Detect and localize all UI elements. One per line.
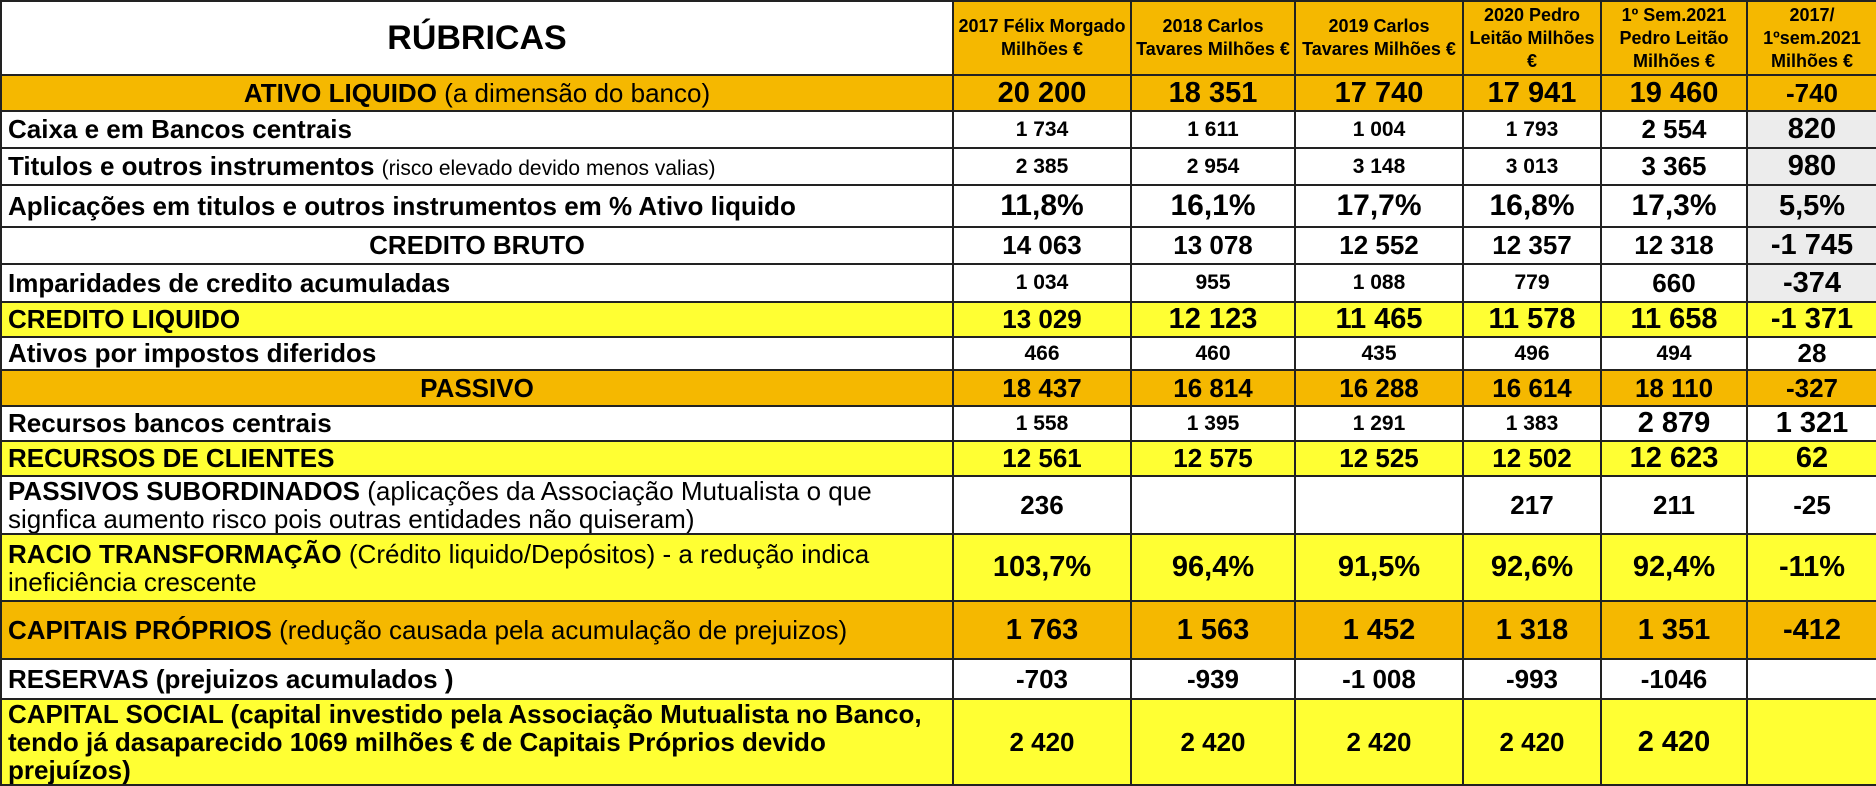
cell-value: 17,3% (1601, 185, 1747, 227)
cell-value: -740 (1747, 75, 1876, 111)
row-label-text: PASSIVOS SUBORDINADOS (8, 476, 361, 506)
cell-value: 18 351 (1131, 75, 1295, 111)
cell-value: 20 200 (953, 75, 1131, 111)
row-label (1, 659, 953, 699)
cell-value: 1 558 (953, 406, 1131, 441)
row-label: RECURSOS DE CLIENTES (1, 441, 953, 476)
row-label (1, 601, 953, 659)
cell-value: 16,1% (1131, 185, 1295, 227)
cell-value: -1 745 (1747, 227, 1876, 264)
table-row (1, 75, 1876, 111)
cell-value: 1 004 (1295, 111, 1463, 148)
cell-value: 2 420 (953, 699, 1131, 785)
cell-value: -1046 (1601, 659, 1747, 699)
table-row (1, 534, 1876, 601)
cell-value: 12 502 (1463, 441, 1601, 476)
cell-value: 12 318 (1601, 227, 1747, 264)
cell-value: -939 (1131, 659, 1295, 699)
cell-value: 17 941 (1463, 75, 1601, 111)
cell-value: 1 383 (1463, 406, 1601, 441)
table-row (1, 370, 1876, 406)
cell-value: 2 420 (1601, 699, 1747, 785)
table-row (1, 302, 1876, 337)
cell-value: 820 (1747, 111, 1876, 148)
row-label: CAPITAL SOCIAL (capital investido pela Associação Mutualista no Banco, tendo já dasaparecido 1069 milhões € de Capitais Próprios devido prejuízos) (1, 699, 953, 785)
row-label (1, 476, 953, 534)
row-label: CREDITO LIQUIDO (1, 302, 953, 337)
row-label-text: CAPITAIS PRÓPRIOS (8, 614, 272, 645)
cell-value: -1 371 (1747, 302, 1876, 337)
cell-value: 12 552 (1295, 227, 1463, 264)
table-row (1, 659, 1876, 699)
cell-value: 16,8% (1463, 185, 1601, 227)
cell-value: -993 (1463, 659, 1601, 699)
cell-value: 1 452 (1295, 601, 1463, 659)
column-header-2018: 2018 Carlos Tavares Milhões € (1131, 1, 1295, 75)
cell-value: 1 611 (1131, 111, 1295, 148)
cell-value: 12 525 (1295, 441, 1463, 476)
cell-value: 496 (1463, 337, 1601, 370)
row-label-text: Titulos e outros instrumentos (8, 151, 375, 181)
cell-value (1747, 699, 1876, 785)
cell-value: 11 658 (1601, 302, 1747, 337)
cell-value: 460 (1131, 337, 1295, 370)
cell-value: 17 740 (1295, 75, 1463, 111)
row-note: (redução causada pela acumulação de prejuizos) (279, 614, 848, 645)
cell-value: 2 420 (1295, 699, 1463, 785)
column-header-2020: 2020 Pedro Leitão Milhões € (1463, 1, 1601, 75)
cell-value: 980 (1747, 148, 1876, 185)
cell-value: 2 954 (1131, 148, 1295, 185)
cell-value: 1 321 (1747, 406, 1876, 441)
cell-value: 3 365 (1601, 148, 1747, 185)
cell-value: 955 (1131, 264, 1295, 302)
cell-value: 12 561 (953, 441, 1131, 476)
cell-value: 19 460 (1601, 75, 1747, 111)
cell-value: -327 (1747, 370, 1876, 406)
cell-value: 5,5% (1747, 185, 1876, 227)
cell-value: 1 395 (1131, 406, 1295, 441)
cell-value: 2 554 (1601, 111, 1747, 148)
cell-value: 12 123 (1131, 302, 1295, 337)
cell-value: -25 (1747, 476, 1876, 534)
cell-value: 28 (1747, 337, 1876, 370)
row-label: Recursos bancos centrais (1, 406, 953, 441)
table-row (1, 227, 1876, 264)
cell-value: 92,4% (1601, 534, 1747, 601)
table-row (1, 601, 1876, 659)
row-note: (risco elevado devido menos valias) (381, 157, 716, 180)
cell-value: 92,6% (1463, 534, 1601, 601)
cell-value (1747, 659, 1876, 699)
table-row (1, 111, 1876, 148)
cell-value: 17,7% (1295, 185, 1463, 227)
page-title: RÚBRICAS (1, 1, 953, 75)
cell-value: 435 (1295, 337, 1463, 370)
row-label (1, 75, 953, 111)
column-header-variation: 2017/ 1ºsem.2021 Milhões € (1747, 1, 1876, 75)
cell-value (1131, 476, 1295, 534)
cell-value: 11 578 (1463, 302, 1601, 337)
table-row (1, 337, 1876, 370)
cell-value: 2 420 (1463, 699, 1601, 785)
cell-value: 12 623 (1601, 441, 1747, 476)
table-row (1, 441, 1876, 476)
cell-value: 11 465 (1295, 302, 1463, 337)
row-label-text: RESERVAS (8, 663, 149, 694)
cell-value: 96,4% (1131, 534, 1295, 601)
cell-value: 62 (1747, 441, 1876, 476)
cell-value: 236 (953, 476, 1131, 534)
cell-value: 1 351 (1601, 601, 1747, 659)
cell-value: 16 288 (1295, 370, 1463, 406)
table-row (1, 264, 1876, 302)
column-header-1sem2021: 1º Sem.2021 Pedro Leitão Milhões € (1601, 1, 1747, 75)
cell-value: 18 110 (1601, 370, 1747, 406)
row-label (1, 148, 953, 185)
cell-value: -1 008 (1295, 659, 1463, 699)
table-row (1, 185, 1876, 227)
row-note: (prejuizos acumulados ) (155, 663, 454, 694)
cell-value: 1 318 (1463, 601, 1601, 659)
cell-value: 2 385 (953, 148, 1131, 185)
cell-value: 13 078 (1131, 227, 1295, 264)
cell-value: 1 763 (953, 601, 1131, 659)
row-label: CREDITO BRUTO (1, 227, 953, 264)
row-label: PASSIVO (1, 370, 953, 406)
cell-value: 779 (1463, 264, 1601, 302)
cell-value: 660 (1601, 264, 1747, 302)
cell-value: 217 (1463, 476, 1601, 534)
cell-value: 1 034 (953, 264, 1131, 302)
cell-value: -412 (1747, 601, 1876, 659)
cell-value (1295, 476, 1463, 534)
cell-value: 91,5% (1295, 534, 1463, 601)
cell-value: 13 029 (953, 302, 1131, 337)
cell-value: 1 734 (953, 111, 1131, 148)
cell-value: 1 793 (1463, 111, 1601, 148)
row-label-text: RACIO TRANSFORMAÇÃO (8, 538, 342, 569)
table-row (1, 699, 1876, 785)
row-note: (aplicações da Associação Mutualista o que signfica aumento risco pois outras entidades não quiseram) (8, 476, 872, 534)
cell-value: 18 437 (953, 370, 1131, 406)
cell-value: 3 013 (1463, 148, 1601, 185)
cell-value: 103,7% (953, 534, 1131, 601)
row-note: (a dimensão do banco) (444, 77, 711, 108)
cell-value: -703 (953, 659, 1131, 699)
table-row (1, 148, 1876, 185)
cell-value: -374 (1747, 264, 1876, 302)
cell-value: 16 614 (1463, 370, 1601, 406)
cell-value: 494 (1601, 337, 1747, 370)
cell-value: 3 148 (1295, 148, 1463, 185)
row-note: (Crédito liquido/Depósitos) - a redução indica ineficiência crescente (8, 538, 870, 597)
cell-value: 12 575 (1131, 441, 1295, 476)
cell-value: 2 420 (1131, 699, 1295, 785)
row-label: Imparidades de credito acumuladas (1, 264, 953, 302)
cell-value: 1 563 (1131, 601, 1295, 659)
cell-value: 466 (953, 337, 1131, 370)
cell-value: 11,8% (953, 185, 1131, 227)
column-header-2017: 2017 Félix Morgado Milhões € (953, 1, 1131, 75)
cell-value: 1 088 (1295, 264, 1463, 302)
header-row (1, 1, 1876, 75)
cell-value: 2 879 (1601, 406, 1747, 441)
column-header-2019: 2019 Carlos Tavares Milhões € (1295, 1, 1463, 75)
row-label: Aplicações em titulos e outros instrumentos em % Ativo liquido (1, 185, 953, 227)
cell-value: 1 291 (1295, 406, 1463, 441)
row-label-text: ATIVO LIQUIDO (243, 77, 437, 108)
row-label (1, 534, 953, 601)
table-row (1, 406, 1876, 441)
table-row (1, 476, 1876, 534)
cell-value: 16 814 (1131, 370, 1295, 406)
row-label: Ativos por impostos diferidos (1, 337, 953, 370)
row-label: Caixa e em Bancos centrais (1, 111, 953, 148)
cell-value: 211 (1601, 476, 1747, 534)
cell-value: -11% (1747, 534, 1876, 601)
cell-value: 14 063 (953, 227, 1131, 264)
cell-value: 12 357 (1463, 227, 1601, 264)
